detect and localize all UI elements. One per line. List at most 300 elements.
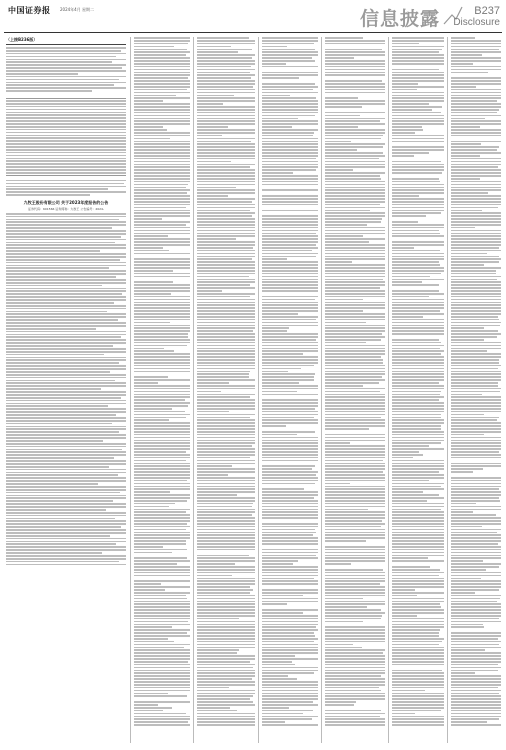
text-line <box>325 497 385 499</box>
text-line <box>197 345 255 347</box>
text-line <box>262 552 318 554</box>
text-line <box>451 540 501 542</box>
text-line <box>262 451 318 453</box>
text-line <box>197 72 250 74</box>
text-line <box>325 207 385 209</box>
text-line <box>325 560 385 562</box>
text-line <box>325 609 381 611</box>
text-line <box>451 313 501 315</box>
text-line <box>262 43 314 45</box>
text-line <box>197 296 250 298</box>
text-line <box>392 595 417 597</box>
text-line <box>451 319 499 321</box>
text-line <box>134 463 190 465</box>
text-line <box>325 448 385 450</box>
text-line <box>325 713 385 715</box>
text-line <box>451 175 501 177</box>
text-line <box>325 578 385 580</box>
text-line <box>262 405 318 407</box>
text-line <box>451 287 501 289</box>
text-line <box>197 161 231 163</box>
text-line <box>262 166 318 168</box>
text-line <box>451 63 473 65</box>
text-line <box>197 135 222 137</box>
text-line <box>197 385 255 387</box>
text-line <box>451 644 499 646</box>
text-line <box>392 451 419 453</box>
text-line <box>392 520 444 522</box>
text-line <box>451 365 501 367</box>
text-line <box>325 118 385 120</box>
text-line <box>197 264 255 266</box>
text-line <box>197 549 255 551</box>
text-line <box>392 126 422 128</box>
text-line <box>262 718 312 720</box>
text-line <box>134 201 190 203</box>
text-line <box>451 658 501 660</box>
text-line <box>451 100 497 102</box>
text-line <box>197 129 255 131</box>
text-line <box>451 448 501 450</box>
text-line <box>262 626 316 628</box>
text-line <box>392 710 441 712</box>
text-line <box>392 330 444 332</box>
text-line <box>134 152 190 154</box>
text-line <box>325 158 379 160</box>
text-line <box>134 348 164 350</box>
text-line <box>197 701 253 703</box>
text-line <box>134 396 190 398</box>
text-line <box>451 624 483 626</box>
text-line <box>392 184 444 186</box>
text-line <box>325 267 385 269</box>
text-line <box>197 632 255 634</box>
text-line <box>451 655 501 657</box>
text-line <box>325 350 385 352</box>
text-line <box>197 517 255 519</box>
text-line <box>451 463 501 465</box>
text-line <box>197 629 255 631</box>
text-line <box>262 629 318 631</box>
text-line <box>134 667 190 669</box>
text-line <box>325 652 383 654</box>
text-line <box>325 624 385 626</box>
text-line <box>392 51 439 53</box>
text-line <box>392 158 444 160</box>
text-line <box>325 253 385 255</box>
text-line <box>392 192 444 194</box>
header-rule <box>4 32 502 33</box>
text-line <box>325 83 385 85</box>
text-line <box>134 480 187 482</box>
text-line <box>392 580 444 582</box>
text-line <box>325 649 385 651</box>
text-line <box>325 316 385 318</box>
text-line <box>262 534 313 536</box>
column-divider <box>321 37 322 743</box>
text-line <box>451 97 501 99</box>
text-line <box>392 256 444 258</box>
text-line <box>392 649 444 651</box>
text-line <box>325 460 383 462</box>
text-line <box>134 325 190 327</box>
text-line <box>325 233 385 235</box>
text-line <box>197 491 255 493</box>
text-line <box>451 589 499 591</box>
announcement-code: 证券代码：601566 证券简称：九牧王 公告编号：2024- <box>27 206 105 211</box>
text-line <box>134 373 190 375</box>
text-line <box>325 468 385 470</box>
text-line <box>451 382 498 384</box>
text-line <box>262 506 318 508</box>
text-line <box>325 451 385 453</box>
text-line <box>392 241 444 243</box>
text-line <box>134 138 170 140</box>
text-line <box>325 264 385 266</box>
text-line <box>451 514 496 516</box>
text-line <box>451 411 501 413</box>
text-line <box>325 635 385 637</box>
text-line <box>262 201 318 203</box>
text-line <box>451 647 501 649</box>
text-line <box>392 690 425 692</box>
text-line <box>325 46 385 48</box>
text-line <box>197 115 255 117</box>
text-line <box>197 468 255 470</box>
text-line <box>451 135 501 137</box>
text-line <box>451 43 501 45</box>
text-line <box>134 304 190 306</box>
text-line <box>262 258 287 260</box>
text-line <box>197 606 255 608</box>
text-line <box>197 618 239 620</box>
text-line <box>451 46 501 48</box>
text-line <box>197 442 255 444</box>
text-line <box>262 161 318 163</box>
text-line <box>134 215 190 217</box>
text-line <box>451 273 496 275</box>
text-line <box>197 207 255 209</box>
text-line <box>262 500 318 502</box>
text-line <box>325 371 385 373</box>
text-line <box>197 583 255 585</box>
text-line <box>197 224 255 226</box>
text-line <box>262 330 287 332</box>
continuation-label: （上接B236版） <box>6 37 126 45</box>
text-line <box>197 210 250 212</box>
text-line <box>451 509 501 511</box>
text-line <box>197 552 255 554</box>
text-line <box>392 701 444 703</box>
text-line <box>197 546 255 548</box>
text-line <box>134 244 190 246</box>
text-line <box>197 523 255 525</box>
text-line <box>197 123 255 125</box>
text-line <box>451 468 483 470</box>
text-line <box>197 615 255 617</box>
text-line <box>262 379 314 381</box>
text-line <box>134 60 190 62</box>
text-line <box>197 146 255 148</box>
text-line <box>451 184 501 186</box>
text-line <box>325 388 385 390</box>
text-line <box>262 63 286 65</box>
text-line <box>325 327 385 329</box>
text-line <box>197 609 255 611</box>
text-line <box>197 532 255 534</box>
text-line <box>134 460 186 462</box>
text-line <box>197 307 255 309</box>
text-line <box>134 198 190 200</box>
text-line <box>325 675 381 677</box>
text-line <box>451 103 501 105</box>
text-line <box>325 77 385 79</box>
text-line <box>325 704 354 706</box>
text-line <box>197 368 255 370</box>
text-line <box>325 678 385 680</box>
text-line <box>325 552 385 554</box>
text-line <box>392 437 444 439</box>
text-line <box>134 721 188 723</box>
text-line <box>325 218 382 220</box>
text-line <box>262 69 318 71</box>
text-line <box>262 445 318 447</box>
text-line <box>134 166 190 168</box>
text-line <box>134 609 190 611</box>
text-line <box>197 713 255 715</box>
text-line <box>262 701 313 703</box>
text-line <box>392 428 441 430</box>
text-line <box>325 399 385 401</box>
text-line <box>392 235 444 237</box>
text-line <box>451 672 475 674</box>
text-line <box>392 86 444 88</box>
text-line <box>197 241 255 243</box>
text-line <box>325 514 385 516</box>
text-line <box>134 63 190 65</box>
text-line <box>392 707 444 709</box>
text-line <box>134 146 190 148</box>
text-line <box>392 414 441 416</box>
text-line <box>451 506 501 508</box>
text-line <box>197 60 255 62</box>
text-line <box>451 641 501 643</box>
text-line <box>134 345 187 347</box>
newspaper-logo: 中国证券报 <box>8 5 51 15</box>
text-line <box>392 40 444 42</box>
text-line <box>197 425 255 427</box>
text-line <box>325 483 350 485</box>
text-line <box>451 350 487 352</box>
text-line <box>134 405 188 407</box>
text-line <box>451 284 501 286</box>
text-line <box>262 221 318 223</box>
text-line <box>197 276 249 278</box>
text-line <box>262 529 315 531</box>
text-line <box>325 109 385 111</box>
text-line <box>197 106 255 108</box>
text-line <box>262 92 318 94</box>
text-line <box>451 247 499 249</box>
text-line <box>134 371 190 373</box>
text-line <box>197 83 255 85</box>
text-line <box>262 693 318 695</box>
text-line <box>325 227 385 229</box>
text-line <box>325 575 385 577</box>
text-line <box>392 670 442 672</box>
text-line <box>451 681 501 683</box>
text-line <box>197 322 255 324</box>
text-line <box>197 198 255 200</box>
text-line <box>262 348 318 350</box>
text-line <box>392 207 444 209</box>
text-line <box>197 319 255 321</box>
text-line <box>197 54 255 56</box>
text-line <box>392 373 444 375</box>
text-line <box>262 483 315 485</box>
text-line <box>262 396 318 398</box>
text-line <box>325 707 385 709</box>
text-line <box>451 115 501 117</box>
column-5 <box>325 37 385 743</box>
text-line <box>392 261 439 263</box>
text-line <box>451 72 488 74</box>
text-line <box>392 598 444 600</box>
text-line <box>197 37 249 39</box>
text-line <box>134 583 161 585</box>
text-line <box>392 635 439 637</box>
text-line <box>392 552 444 554</box>
text-line <box>197 667 253 669</box>
text-line <box>392 302 444 304</box>
text-line <box>392 273 441 275</box>
text-line <box>325 471 383 473</box>
text-line <box>262 463 318 465</box>
text-line <box>262 425 286 427</box>
text-line <box>262 580 318 582</box>
text-line <box>134 164 190 166</box>
text-line <box>262 290 318 292</box>
text-line <box>197 313 255 315</box>
text-line <box>392 695 444 697</box>
text-line <box>392 652 444 654</box>
text-line <box>197 626 255 628</box>
text-line <box>134 192 187 194</box>
text-line <box>451 537 501 539</box>
text-line <box>451 575 501 577</box>
text-line <box>325 425 385 427</box>
text-line <box>262 675 288 677</box>
text-line <box>325 287 380 289</box>
text-line <box>451 60 501 62</box>
text-line <box>134 724 190 726</box>
text-line <box>197 218 255 220</box>
text-line <box>134 707 172 709</box>
text-line <box>197 707 230 709</box>
text-line <box>392 43 419 45</box>
text-line <box>197 396 250 398</box>
text-line <box>134 537 190 539</box>
text-line <box>197 63 255 65</box>
text-line <box>197 109 255 111</box>
text-line <box>392 632 439 634</box>
text-line <box>325 258 385 260</box>
text-line <box>134 408 172 410</box>
text-line <box>262 618 318 620</box>
text-line <box>197 563 235 565</box>
text-line <box>451 166 498 168</box>
text-line <box>392 517 444 519</box>
text-line <box>325 261 352 263</box>
text-line <box>134 557 187 559</box>
text-line <box>134 580 190 582</box>
text-line <box>134 649 190 651</box>
text-line <box>325 149 357 151</box>
announcement-title: 九牧王股份有限公司 关于2023年度报告的公告 <box>23 199 109 205</box>
text-line <box>325 480 385 482</box>
text-line <box>134 273 190 275</box>
text-line <box>325 580 385 582</box>
text-line <box>134 264 190 266</box>
text-line <box>451 215 501 217</box>
text-line <box>451 713 501 715</box>
text-line <box>392 233 440 235</box>
text-line <box>134 440 190 442</box>
text-line <box>262 615 318 617</box>
text-line <box>451 534 501 536</box>
text-line <box>197 77 251 79</box>
text-line <box>451 451 499 453</box>
text-line <box>262 402 318 404</box>
text-line <box>451 566 499 568</box>
text-line <box>262 385 318 387</box>
text-line <box>325 244 385 246</box>
text-line <box>262 313 298 315</box>
text-line <box>325 310 363 312</box>
text-line <box>451 667 501 669</box>
text-line <box>325 546 385 548</box>
text-line <box>392 57 444 59</box>
text-line <box>134 497 190 499</box>
text-line <box>325 586 385 588</box>
text-line <box>134 675 190 677</box>
text-line <box>262 233 316 235</box>
text-line <box>451 221 501 223</box>
text-line <box>392 37 444 39</box>
text-line <box>451 132 501 134</box>
text-line <box>197 238 236 240</box>
text-line <box>197 463 255 465</box>
text-line <box>134 457 190 459</box>
text-line <box>262 460 318 462</box>
text-line <box>325 86 385 88</box>
text-line <box>197 391 221 393</box>
text-line <box>262 399 318 401</box>
text-line <box>392 606 441 608</box>
text-line <box>134 391 190 393</box>
text-line <box>325 572 385 574</box>
text-line <box>134 250 169 252</box>
section-title-en: Disclosure <box>453 17 500 28</box>
text-line <box>262 440 318 442</box>
text-line <box>451 707 501 709</box>
text-line <box>134 83 190 85</box>
text-line <box>451 227 475 229</box>
text-line <box>325 89 385 91</box>
text-line <box>197 201 252 203</box>
text-line <box>325 411 385 413</box>
text-line <box>197 405 255 407</box>
